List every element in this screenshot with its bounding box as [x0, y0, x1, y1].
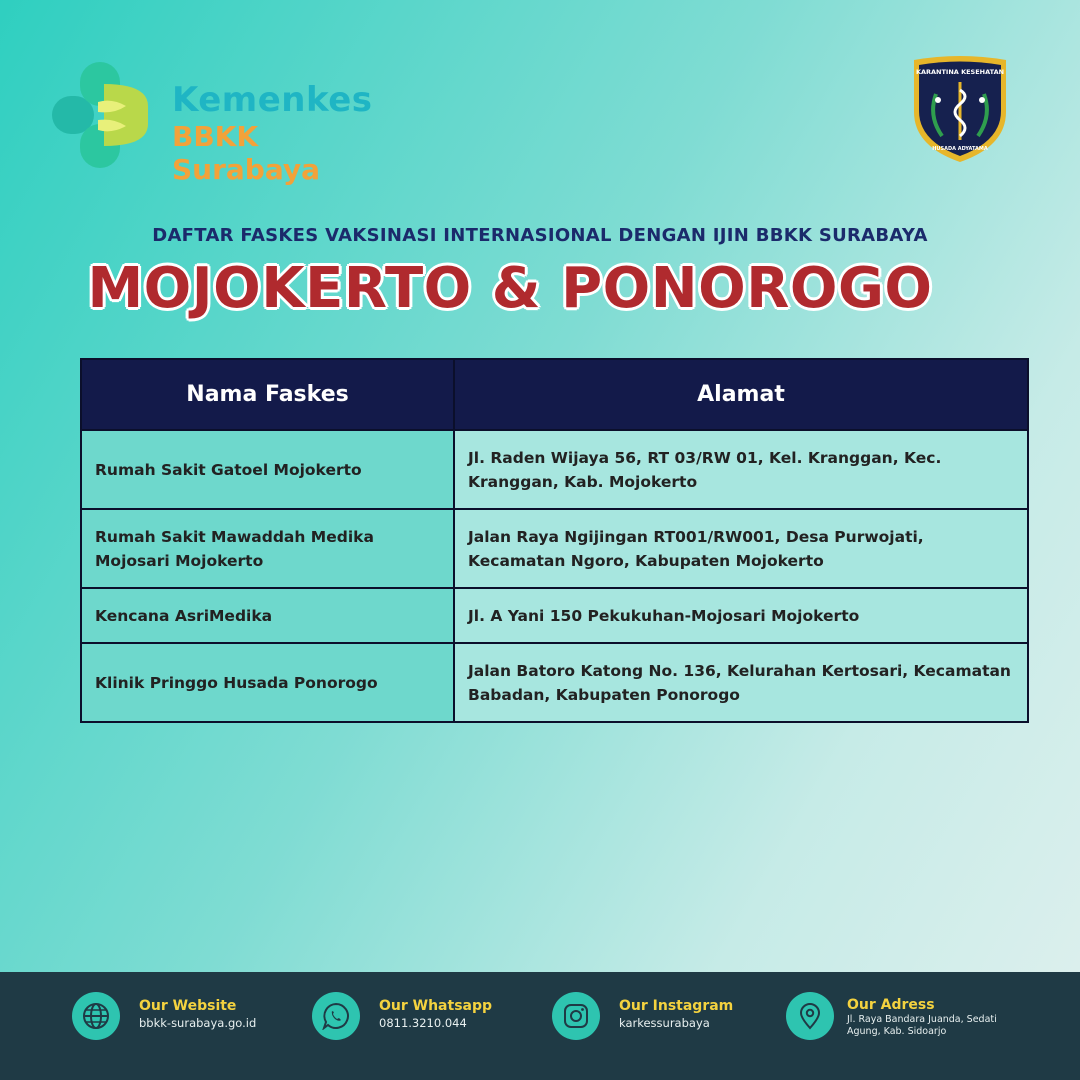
brand-name: Kemenkes: [172, 80, 373, 120]
table-row: [81, 588, 1028, 643]
karantina-kesehatan-seal: [910, 54, 1010, 164]
table-row: [81, 430, 1028, 509]
table-row: [81, 643, 1028, 722]
footer-instagram-label: Our Instagram: [619, 998, 734, 1014]
column-header-name: Nama Faskes: [81, 359, 454, 430]
footer-instagram-value[interactable]: karkessurabaya: [619, 1016, 710, 1030]
faskes-name-cell: Rumah Sakit Gatoel Mojokerto: [81, 430, 454, 509]
faskes-address-cell: Jalan Raya Ngijingan RT001/RW001, Desa Purwojati, Kecamatan Ngoro, Kabupaten Mojokerto: [454, 509, 1028, 588]
map-pin-icon: [786, 992, 834, 1040]
column-header-address: Alamat: [454, 359, 1028, 430]
faskes-name-cell: Rumah Sakit Mawaddah Medika Mojosari Mojokerto: [81, 509, 454, 588]
faskes-name-cell: Kencana AsriMedika: [81, 588, 454, 643]
footer-whatsapp-value[interactable]: 0811.3210.044: [379, 1016, 467, 1030]
footer-website-value[interactable]: bbkk-surabaya.go.id: [139, 1016, 257, 1030]
faskes-address-cell: Jl. Raden Wijaya 56, RT 03/RW 01, Kel. Kranggan, Kec. Kranggan, Kab. Mojokerto: [454, 430, 1028, 509]
footer-contact-bar: [0, 972, 1080, 1080]
kemenkes-logo: [52, 62, 392, 186]
whatsapp-icon: [312, 992, 360, 1040]
table-header-row: [81, 359, 1028, 430]
footer-address-label: Our Adress: [847, 997, 935, 1013]
footer-whatsapp-label: Our Whatsapp: [379, 998, 493, 1014]
faskes-address-cell: Jl. A Yani 150 Pekukuhan-Mojosari Mojokerto: [454, 588, 1028, 643]
table-row: [81, 509, 1028, 588]
page-title: MOJOKERTO & PONOROGO: [87, 256, 933, 321]
globe-icon: [72, 992, 120, 1040]
faskes-name-cell: Klinik Pringgo Husada Ponorogo: [81, 643, 454, 722]
footer-address-value: Jl. Raya Bandara Juanda, Sedati Agung, Kab. Sidoarjo: [847, 1014, 997, 1037]
page-subtitle: DAFTAR FASKES VAKSINASI INTERNASIONAL DENGAN IJIN BBKK SURABAYA: [152, 225, 928, 246]
brand-unit: BBKK Surabaya: [172, 120, 321, 186]
kemenkes-logo-mark-icon: [52, 62, 152, 168]
instagram-icon: [552, 992, 600, 1040]
seal-bottom-text: HUSADA ADYATAMA: [932, 146, 988, 152]
faskes-address-cell: Jalan Batoro Katong No. 136, Kelurahan Kertosari, Kecamatan Babadan, Kabupaten Ponorogo: [454, 643, 1028, 722]
footer-website-label: Our Website: [139, 998, 237, 1014]
faskes-table: [80, 358, 1029, 723]
seal-top-text: KARANTINA KESEHATAN: [915, 68, 1005, 76]
